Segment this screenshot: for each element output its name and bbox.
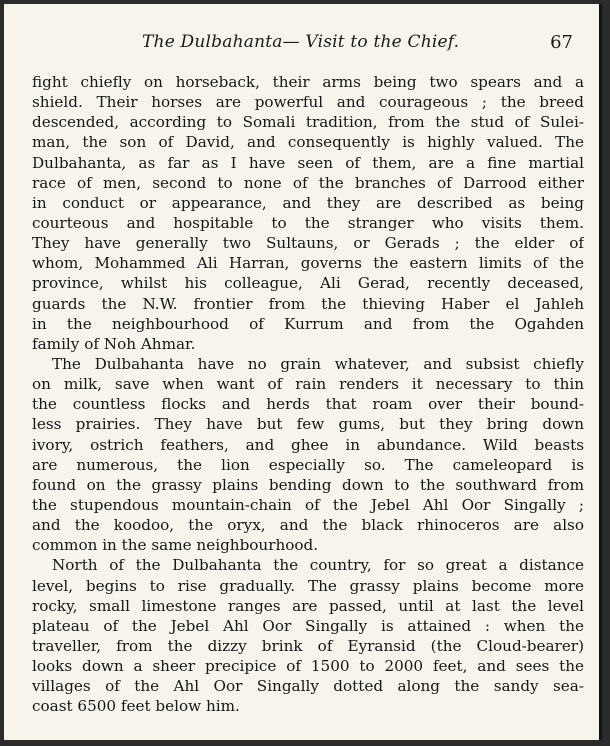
text-line: are numerous, the lion especially so. The cameleopard is [32,455,584,474]
page-header [34,32,577,56]
text-line: traveller, from the dizzy brink of Eyransid (the Cloud-bearer) [32,636,584,655]
text-line: the countless flocks and herds that roam over their bound- [32,395,584,414]
text-line: family of Noh Ahmar. [32,334,196,353]
text-line: North of the Dulbahanta the country, for so great a distance [52,556,584,575]
text-line: looks down a sheer precipice of 1500 to 2000 feet, and sees the [32,657,584,676]
text-line: level, begins to rise gradually. The grassy plains become more [32,576,584,595]
text-line: common in the same neighbourhood. [32,536,319,555]
text-line: man, the son of David, and consequently is highly valued. The [32,133,584,152]
running-title: The Dulbahanta— Visit to the Chief. [142,32,460,52]
text-line: and the koodoo, the oryx, and the black rhinoceros are also [32,516,584,535]
text-line: courteous and hospitable to the stranger who visits them. [32,213,584,232]
text-line: the stupendous mountain-chain of the Jebel Ahl Oor Singally ; [32,495,584,514]
page-number: 67 [550,32,573,53]
paragraph-1 [32,72,584,354]
text-line: rocky, small limestone ranges are passed, until at last the level [32,596,584,615]
text-line: race of men, second to none of the branches of Darrood either [32,173,584,192]
body-text [32,72,584,717]
text-line: plateau of the Jebel Ahl Oor Singally is attained : when the [32,616,584,635]
text-line: coast 6500 feet below him. [32,697,240,716]
text-line: ivory, ostrich feathers, and ghee in abundance. Wild beasts [32,435,584,454]
text-line: found on the grassy plains bending down to the southward from [32,475,584,494]
text-line: The Dulbahanta have no grain whatever, and subsist chiefly [52,354,584,373]
paragraph-2 [32,354,584,555]
text-line: villages of the Ahl Oor Singally dotted along the sandy sea- [32,677,584,696]
text-line: guards the N.W. frontier from the thieving Haber el Jahleh [32,294,584,313]
text-line: province, whilst his colleague, Ali Gerad, recently deceased, [32,274,584,293]
text-line: in the neighbourhood of Kurrum and from the Ogahden [32,314,584,333]
text-line: descended, according to Somali tradition, from the stud of Sulei- [32,113,584,132]
text-line: on milk, save when want of rain renders it necessary to thin [32,375,584,394]
text-line: They have generally two Sultauns, or Gerads ; the elder of [32,234,584,253]
text-line: fight chiefly on horseback, their arms being two spears and a [32,73,584,91]
text-line: less prairies. They have but few gums, but they bring down [32,415,584,434]
text-line: shield. Their horses are powerful and courageous ; the breed [32,93,584,112]
text-line: Dulbahanta, as far as I have seen of them, are a fine martial [32,153,584,172]
book-page [4,4,602,740]
paragraph-3 [32,555,584,716]
text-line: in conduct or appearance, and they are described as being [32,193,584,212]
text-line: whom, Mohammed Ali Harran, governs the eastern limits of the [32,254,584,273]
